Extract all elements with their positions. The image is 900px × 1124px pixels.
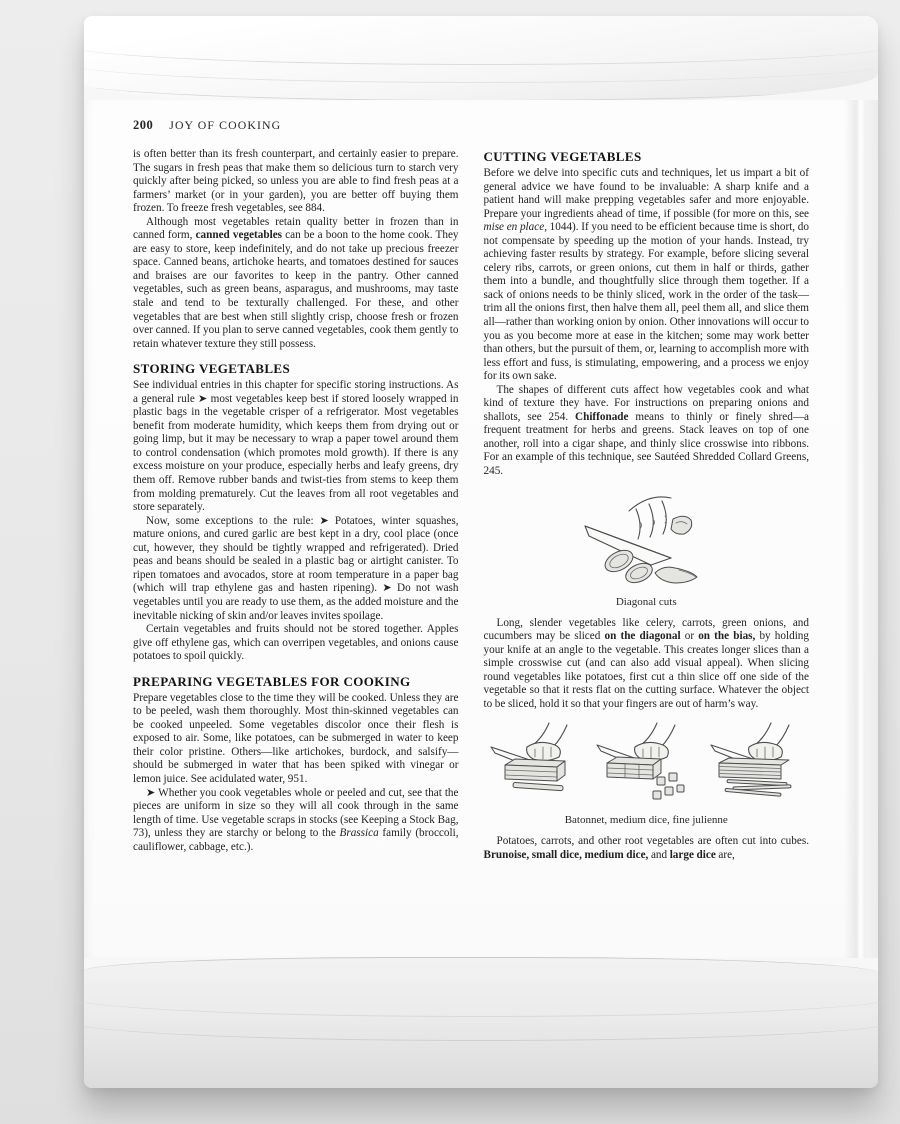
book-title: JOY OF COOKING [169,118,282,132]
body-paragraph: ➤ Whether you cook vegetables whole or peeled and cut, see that the pieces are uniform in size so they will all cook through in the same length of time. Use vegetable scraps in stocks (see Keeping a Stock Bag, 73), unless they are starchy or belong to the Brassica family (broccoli, cauliflower, cabbage, etc.). [133,786,459,853]
diagonal-cuts-drawing [579,489,713,589]
figure-caption: Diagonal cuts [615,595,677,608]
body-paragraph: Before we delve into specific cuts and techniques, let us impart a bit of general advice we have found to be invaluable: A sharp knife and a patient hand will make prepping vegetables safer and more enjoyable. Prepare your ingredients ahead of time, if possible (for more on this, see mise en place, 1044). If you need to be efficient because time is short, do not compensate by speeding up the motion of your hands. Instead, try achieving faster results by strategy. For example, before slicing several celery ribs, carrots, or green onions, cut them in half or thirds, gather them into a bundle, and thoughtfully slice through them together. If a sack of onions needs to be thinly sliced, work in the order of the task—trim all the onions first, then halve them all, peel them all, and slice them all—rather than working onion by onion. Other innovations will occur to you as you become more at ease in the kitchen; some may work better than others, but the pursuit of them, or, learning to accomplish more with less effort and fuss, is stimulating, empowering, and a process we enjoy for its own sake. [483,167,809,383]
body-paragraph: Although most vegetables retain quality better in frozen than in canned form, canned vegetables can be a boon to the home cook. They are easy to store, keep indefinitely, and do not take up precious freezer space. Canned beans, artichoke hearts, and tomatoes destined for sauces and braises are our favorites to keep in the pantry. Other canned vegetables, such as green beans, asparagus, and mushrooms, may taste stale and tend to be texturally challenged. For these, and other vegetables that are best when still slightly crisp, choose fresh or frozen over canned. If you plan to serve canned vegetables, cook them gently to retain whatever texture they still possess. [133,215,459,350]
body-paragraph: Now, some exceptions to the rule: ➤ Potatoes, winter squashes, mature onions, and cured garlic are best kept in a dry, cool place (once cut, however, they should be tightly wrapped and refrigerated). Dried peas and beans should be sealed in a plastic bag or airtight canister. To ripen tomatoes and avocados, store at room temperature in a paper bag (which will trap ethylene gas and hasten ripening). ➤ Do not wash vegetables until you are ready to use them, as the added moisture and the inevitable nicking of skin and/or leaves invites spoilage. [133,514,459,622]
figure-caption: Batonnet, medium dice, fine julienne [564,814,728,827]
body-paragraph: Prepare vegetables close to the time they will be cooked. Unless they are to be peeled, wash them thoroughly. Most thin-skinned vegetables can be cooked unpeeled. Some vegetables discolor once their flesh is exposed to air. Some, like potatoes, can be submerged in water to keep their color pristine. Others—like artichokes, burdock, and salsify—should be submerged in water that has been spiked with vinegar or lemon juice. See acidulated water, 951. [133,691,459,785]
right-column [484,148,810,863]
knife-cuts-trio-illustration [484,721,810,812]
body-paragraph: Potatoes, carrots, and other root vegetables are often cut into cubes. Brunoise, small dice, medium dice, and large dice are, [483,835,809,861]
page-right-edge [866,100,878,958]
book-top-page-edges [84,16,878,104]
body-paragraph: Certain vegetables and fruits should not be stored together. Apples give off ethylene gas, which can overripen vegetables, and onions cause potatoes to spoil quickly. [133,623,459,663]
section-heading: CUTTING VEGETABLES [483,149,642,164]
page-number: 200 [133,118,154,132]
diagonal-cuts-illustration [484,489,810,594]
body-paragraph: The shapes of different cuts affect how vegetables cook and what kind of texture they have. For instructions on preparing onions and shallots, see 254. Chiffonade means to thinly or finely shred—a frequent treatment for herbs and greens. Stack leaves on top of one another, roll into a cigar shape, and thinly slice crosswise into ribbons. For an example of this technique, see Sautéed Shredded Collard Greens, 245. [483,383,809,478]
page-edge-line [84,60,878,101]
book-bottom-page-edges [84,957,878,1088]
page-curl-fold [844,100,866,958]
body-paragraph: See individual entries in this chapter for specific storing instructions. As a general rule ➤ most vegetables keep best if stored loosely wrapped in plastic bags in the vegetable crisper of a refrigerator. Most vegetables benefit from moderate humidity, which keeps them from drying out or going limp, but it may be necessary to wrap a paper towel around them to control condensation (which promotes mold growth). If there is any excess moisture on your produce, especially herbs and leafy greens, dry them off. Remove rubber bands and twist-ties from stems to keep them from molding prematurely. Cut the leaves from all root vegetables and store separately. [133,379,459,514]
left-column [133,148,459,863]
running-header [133,118,809,135]
body-paragraph: Long, slender vegetables like celery, carrots, green onions, and cucumbers may be sliced on the diagonal or on the bias, by holding your knife at an angle to the vegetable. This creates longer slices than a simple crosswise cut (and can also add visual appeal). When slicing round vegetables like potatoes, first cut a thin slice off one side of the vegetable so that it rests flat on the cutting surface. Whatever the object to be sliced, hold it so that your fingers are out of harm’s way. [483,616,809,710]
body-paragraph: is often better than its fresh counterpart, and certainly easier to prepare. The sugars in fresh peas that make them so delicious turn to starch very quickly after being picked, so unless you are able to find fresh peas at a farmers’ market (or in your garden), you are better off buying them frozen. To freeze fresh vegetables, see 884. [133,148,459,215]
two-column-text [133,148,809,863]
section-heading: STORING VEGETABLES [133,361,291,377]
page-edge-line [64,1000,898,1041]
page-content [133,118,809,863]
section-heading: PREPARING VEGETABLES FOR COOKING [133,673,411,689]
book-page [84,100,878,958]
open-book [84,16,878,1088]
knife-cuts-trio-drawing [487,721,805,807]
